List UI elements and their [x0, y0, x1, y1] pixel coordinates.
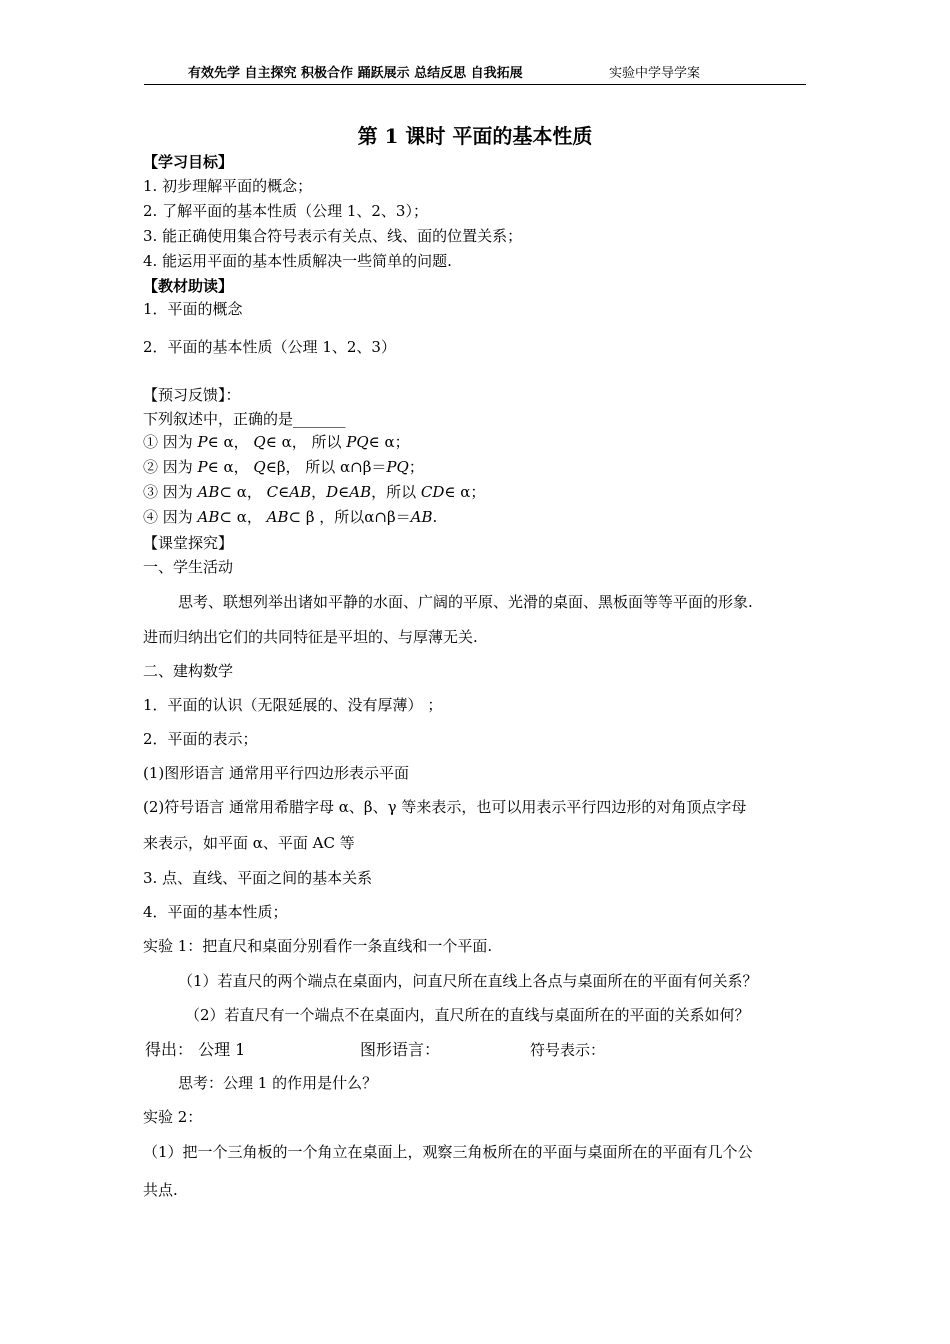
content-line: 来表示，如平面 α、平面 AC 等: [143, 834, 355, 852]
content-line: 3. 点、直线、平面之间的基本关系: [143, 869, 373, 887]
preview-option-1: ① 因为 P∈ α， Q∈ α， 所以 PQ∈ α；: [143, 433, 410, 451]
objective-item: 4. 能运用平面的基本性质解决一些简单的问题.: [143, 252, 452, 270]
preview-option-2: ② 因为 P∈ α， Q∈β， 所以 α∩β＝PQ；: [143, 458, 424, 476]
experiment-2-question-cont: 共点.: [143, 1181, 178, 1199]
preview-option-3: ③ 因为 AB⊂ α， C∈AB，D∈AB，所以 CD∈ α；: [143, 483, 486, 501]
experiment-question-2: （2）若直尺有一个端点不在桌面内，直尺所在的直线与桌面所在的平面的关系如何？: [185, 1006, 750, 1024]
preview-question: 下列叙述中，正确的是_______: [143, 410, 346, 428]
experiment-1: 实验 1：把直尺和桌面分别看作一条直线和一个平面.: [143, 937, 493, 955]
experiment-question-1: （1）若直尺的两个端点在桌面内，问直尺所在直线上各点与桌面所在的平面有何关系？: [178, 972, 758, 990]
preview-heading: 【预习反馈】：: [143, 386, 241, 404]
content-line: 2．平面的表示；: [143, 730, 258, 748]
experiment-2: 实验 2：: [143, 1108, 203, 1126]
reading-heading: 【教材助读】: [143, 277, 234, 295]
reading-item: 1．平面的概念: [143, 300, 243, 318]
objective-item: 1. 初步理解平面的概念；: [143, 177, 313, 195]
objective-item: 3. 能正确使用集合符号表示有关点、线、面的位置关系；: [143, 227, 523, 245]
classroom-heading: 【课堂探究】: [143, 534, 234, 552]
header-school: 实验中学导学案: [609, 66, 701, 81]
page-header: [144, 66, 806, 85]
header-motto: 有效先学 自主探究 积极合作 踊跃展示 总结反思 自我拓展: [188, 66, 523, 81]
think-question: 思考：公理 1 的作用是什么？: [178, 1074, 378, 1092]
graphic-language-label: 图形语言：: [360, 1040, 441, 1059]
content-line: 4．平面的基本性质；: [143, 903, 288, 921]
content-line: (2)符号语言 通常用希腊字母 α、β、γ 等来表示，也可以用表示平行四边形的对角顶点字母: [143, 798, 747, 816]
objectives-heading: 【学习目标】: [143, 153, 234, 171]
experiment-2-question: （1）把一个三角板的一个角立在桌面上，观察三角板所在的平面与桌面所在的平面有几个公: [143, 1143, 753, 1161]
activity-paragraph: 思考、联想列举出诸如平静的水面、广阔的平原、光滑的桌面、黑板面等等平面的形象.: [178, 593, 753, 611]
conclusion-label: 得出： 公理 1: [145, 1040, 246, 1059]
section-build-math: 二、建构数学: [143, 662, 234, 680]
lesson-title: 第 1 课时 平面的基本性质: [357, 124, 593, 148]
section-student-activity: 一、学生活动: [143, 558, 234, 576]
symbol-label: 符号表示：: [530, 1041, 606, 1059]
activity-paragraph-cont: 进而归纳出它们的共同特征是平坦的、与厚薄无关.: [143, 628, 478, 646]
preview-option-4: ④ 因为 AB⊂ α， AB⊂ β ，所以α∩β＝AB.: [143, 508, 438, 526]
reading-item: 2．平面的基本性质（公理 1、2、3）: [143, 338, 396, 356]
content-line: (1)图形语言 通常用平行四边形表示平面: [143, 764, 410, 782]
objective-item: 2. 了解平面的基本性质（公理 1、2、3）；: [143, 202, 428, 220]
content-line: 1．平面的认识（无限延展的、没有厚薄） ；: [143, 696, 443, 714]
